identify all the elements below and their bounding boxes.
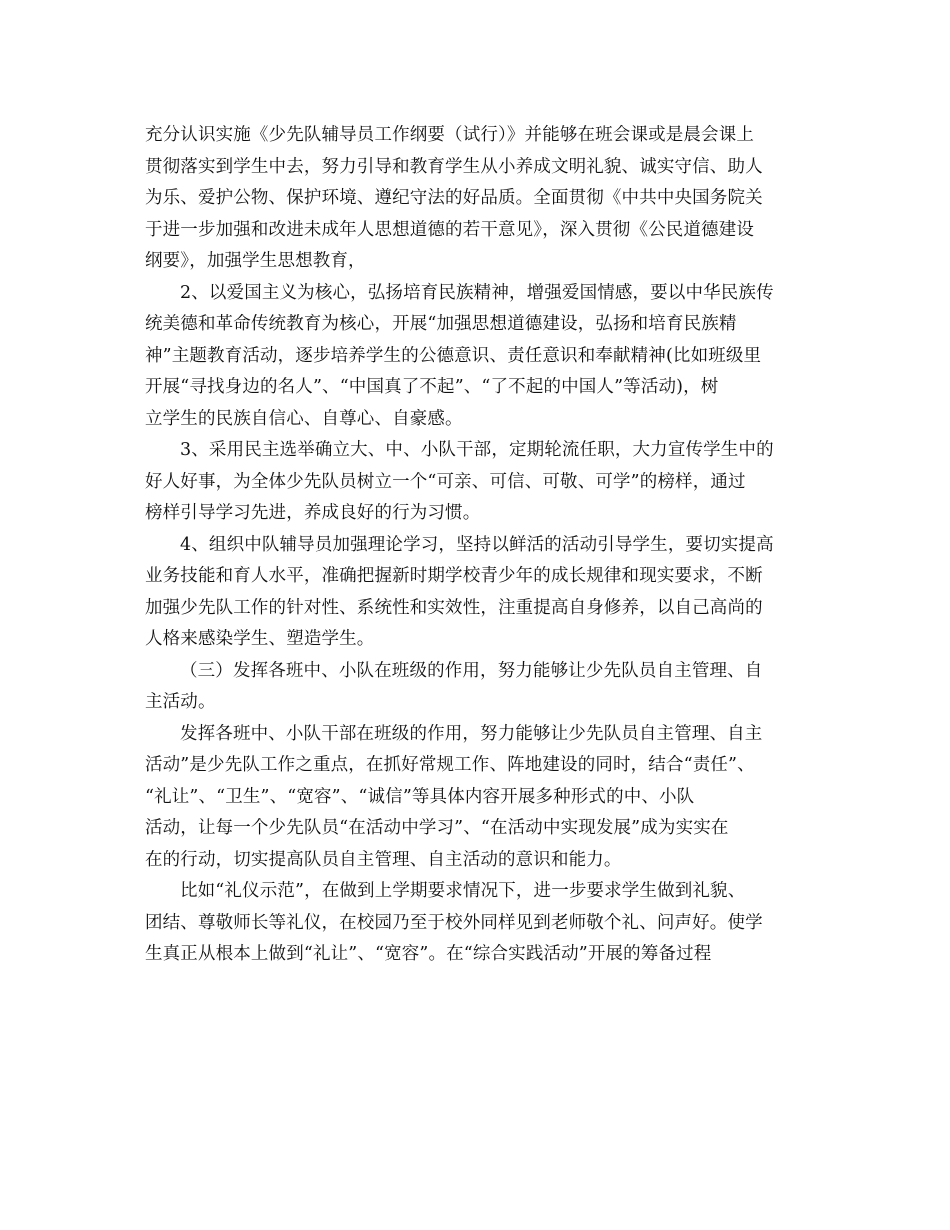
document-text-line: 纲要》，加强学生思想教育， bbox=[145, 251, 366, 271]
document-text-line: 3、采用民主选举确立大、中、小队干部，定期轮流任职，大力宣传学生中的 bbox=[180, 440, 774, 460]
document-text-line: 业务技能和育人水平，准确把握新时期学校青少年的成长规律和现实要求，不断 bbox=[145, 566, 763, 586]
document-text-line: 主活动。 bbox=[145, 692, 216, 712]
document-text-line: 人格来感染学生、塑造学生。 bbox=[145, 629, 375, 649]
document-text-line: 比如“礼仪示范”，在做到上学期要求情况下，进一步要求学生做到礼貌、 bbox=[180, 881, 746, 901]
document-text-line: 生真正从根本上做到“礼让”、“宽容”。在“综合实践活动”开展的筹备过程 bbox=[145, 944, 712, 964]
document-text-line: 4、组织中队辅导员加强理论学习，坚持以鲜活的活动引导学生，要切实提高 bbox=[180, 534, 774, 555]
document-text-line: 活动”是少先队工作之重点，在抓好常规工作、阵地建设的同时，结合“责任”、 bbox=[145, 755, 755, 775]
document-text-line: 加强少先队工作的针对性、系统性和实效性，注重提高自身修养，以自己高尚的 bbox=[145, 597, 763, 618]
document-body bbox=[145, 120, 810, 971]
document-text-line: 神”主题教育活动，逐步培养学生的公德意识、责任意识和奉献精神(比如班级里 bbox=[145, 345, 762, 366]
document-text-line: 在的行动，切实提高队员自主管理、自主活动的意识和能力。 bbox=[145, 849, 622, 870]
document-text-line: 活动，让每一个少先队员“在活动中学习”、“在活动中实现发展”成为实实在 bbox=[145, 818, 729, 838]
document-text-line: 开展“寻找身边的名人”、“中国真了不起”、“了不起的中国人”等活动)，树 bbox=[145, 377, 719, 397]
document-text-line: 榜样引导学习先进，养成良好的行为习惯。 bbox=[145, 503, 481, 523]
document-text-line: 团结、尊敬师长等礼仪，在校园乃至于校外同样见到老师敬个礼、问声好。使学 bbox=[145, 912, 763, 933]
document-text-line: 发挥各班中、小队干部在班级的作用，努力能够让少先队员自主管理、自主 bbox=[180, 723, 763, 744]
document-text-line: 立学生的民族自信心、自尊心、自豪感。 bbox=[145, 408, 463, 429]
document-text-line: 统美德和革命传统教育为核心，开展“加强思想道德建设，弘扬和培育民族精 bbox=[145, 314, 737, 334]
document-text-line: “礼让”、“卫生”、“宽容”、“诚信”等具体内容开展多种形式的中、小队 bbox=[145, 786, 695, 807]
document-text-line: 2、以爱国主义为核心，弘扬培育民族精神，增强爱国情感，要以中华民族传 bbox=[180, 282, 774, 303]
document-text-line: （三）发挥各班中、小队在班级的作用，努力能够让少先队员自主管理、自 bbox=[180, 660, 763, 681]
document-text-line: 贯彻落实到学生中去，努力引导和教育学生从小养成文明礼貌、诚实守信、助人 bbox=[145, 156, 763, 177]
document-text-line: 好人好事，为全体少先队员树立一个“可亲、可信、可敬、可学”的榜样，通过 bbox=[145, 471, 746, 492]
document-text-line: 为乐、爱护公物、保护环境、遵纪守法的好品质。全面贯彻《中共中央国务院关 bbox=[145, 188, 763, 208]
document-text-line: 充分认识实施《少先队辅导员工作纲要（试行）》并能够在班会课或是晨会课上 bbox=[145, 125, 754, 145]
document-text-line: 于进一步加强和改进未成年人思想道德的若干意见》，深入贯彻《公民道德建设 bbox=[145, 219, 754, 240]
